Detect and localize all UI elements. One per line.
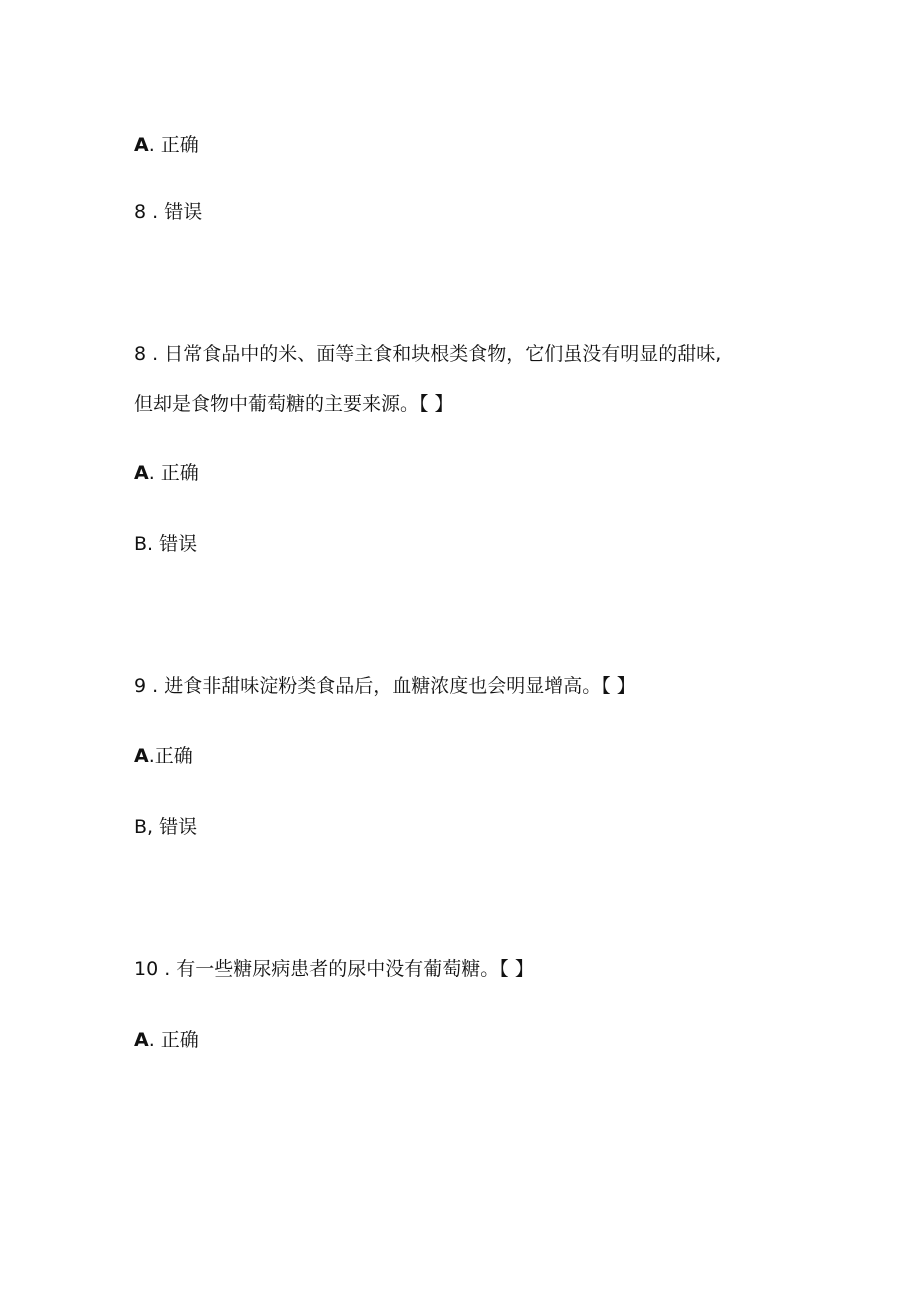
question-text: . 进食非甜味淀粉类食品后，血糖浓度也会明显增高。【 】: [146, 675, 636, 697]
option-text: . 正确: [148, 462, 199, 484]
question-number: 9: [134, 675, 147, 697]
option-text: , 错误: [147, 816, 198, 838]
option-letter: B: [134, 533, 148, 555]
option-a-correct: [134, 1028, 199, 1052]
option-a-correct: [134, 744, 193, 768]
question-text: 但却是食物中葡萄糖的主要来源。【 】: [134, 393, 454, 415]
option-text: . 错误: [147, 533, 198, 555]
option-letter: A: [134, 134, 149, 156]
option-text: . 正确: [148, 1029, 199, 1051]
question-8: [134, 342, 721, 366]
option-letter: A: [134, 462, 149, 484]
option-text: .正确: [148, 745, 193, 767]
option-a-correct: [134, 133, 199, 157]
option-letter: A: [134, 745, 149, 767]
option-letter: A: [134, 1029, 149, 1051]
option-b-wrong: [134, 532, 197, 556]
question-8-continued: [134, 392, 454, 416]
option-text: . 错误: [146, 201, 203, 223]
question-number: 10: [134, 958, 159, 980]
question-text: . 有一些糖尿病患者的尿中没有葡萄糖。【 】: [158, 958, 534, 980]
option-b-wrong: [134, 200, 202, 224]
question-10: [134, 957, 534, 981]
question-text: . 日常食品中的米、面等主食和块根类食物，它们虽没有明显的甜味,: [146, 343, 722, 365]
question-number: 8: [134, 343, 147, 365]
option-a-correct: [134, 461, 199, 485]
option-letter: 8: [134, 201, 147, 223]
question-9: [134, 674, 636, 698]
option-letter: B: [134, 816, 148, 838]
option-text: . 正确: [148, 134, 199, 156]
option-b-wrong: [134, 815, 197, 839]
